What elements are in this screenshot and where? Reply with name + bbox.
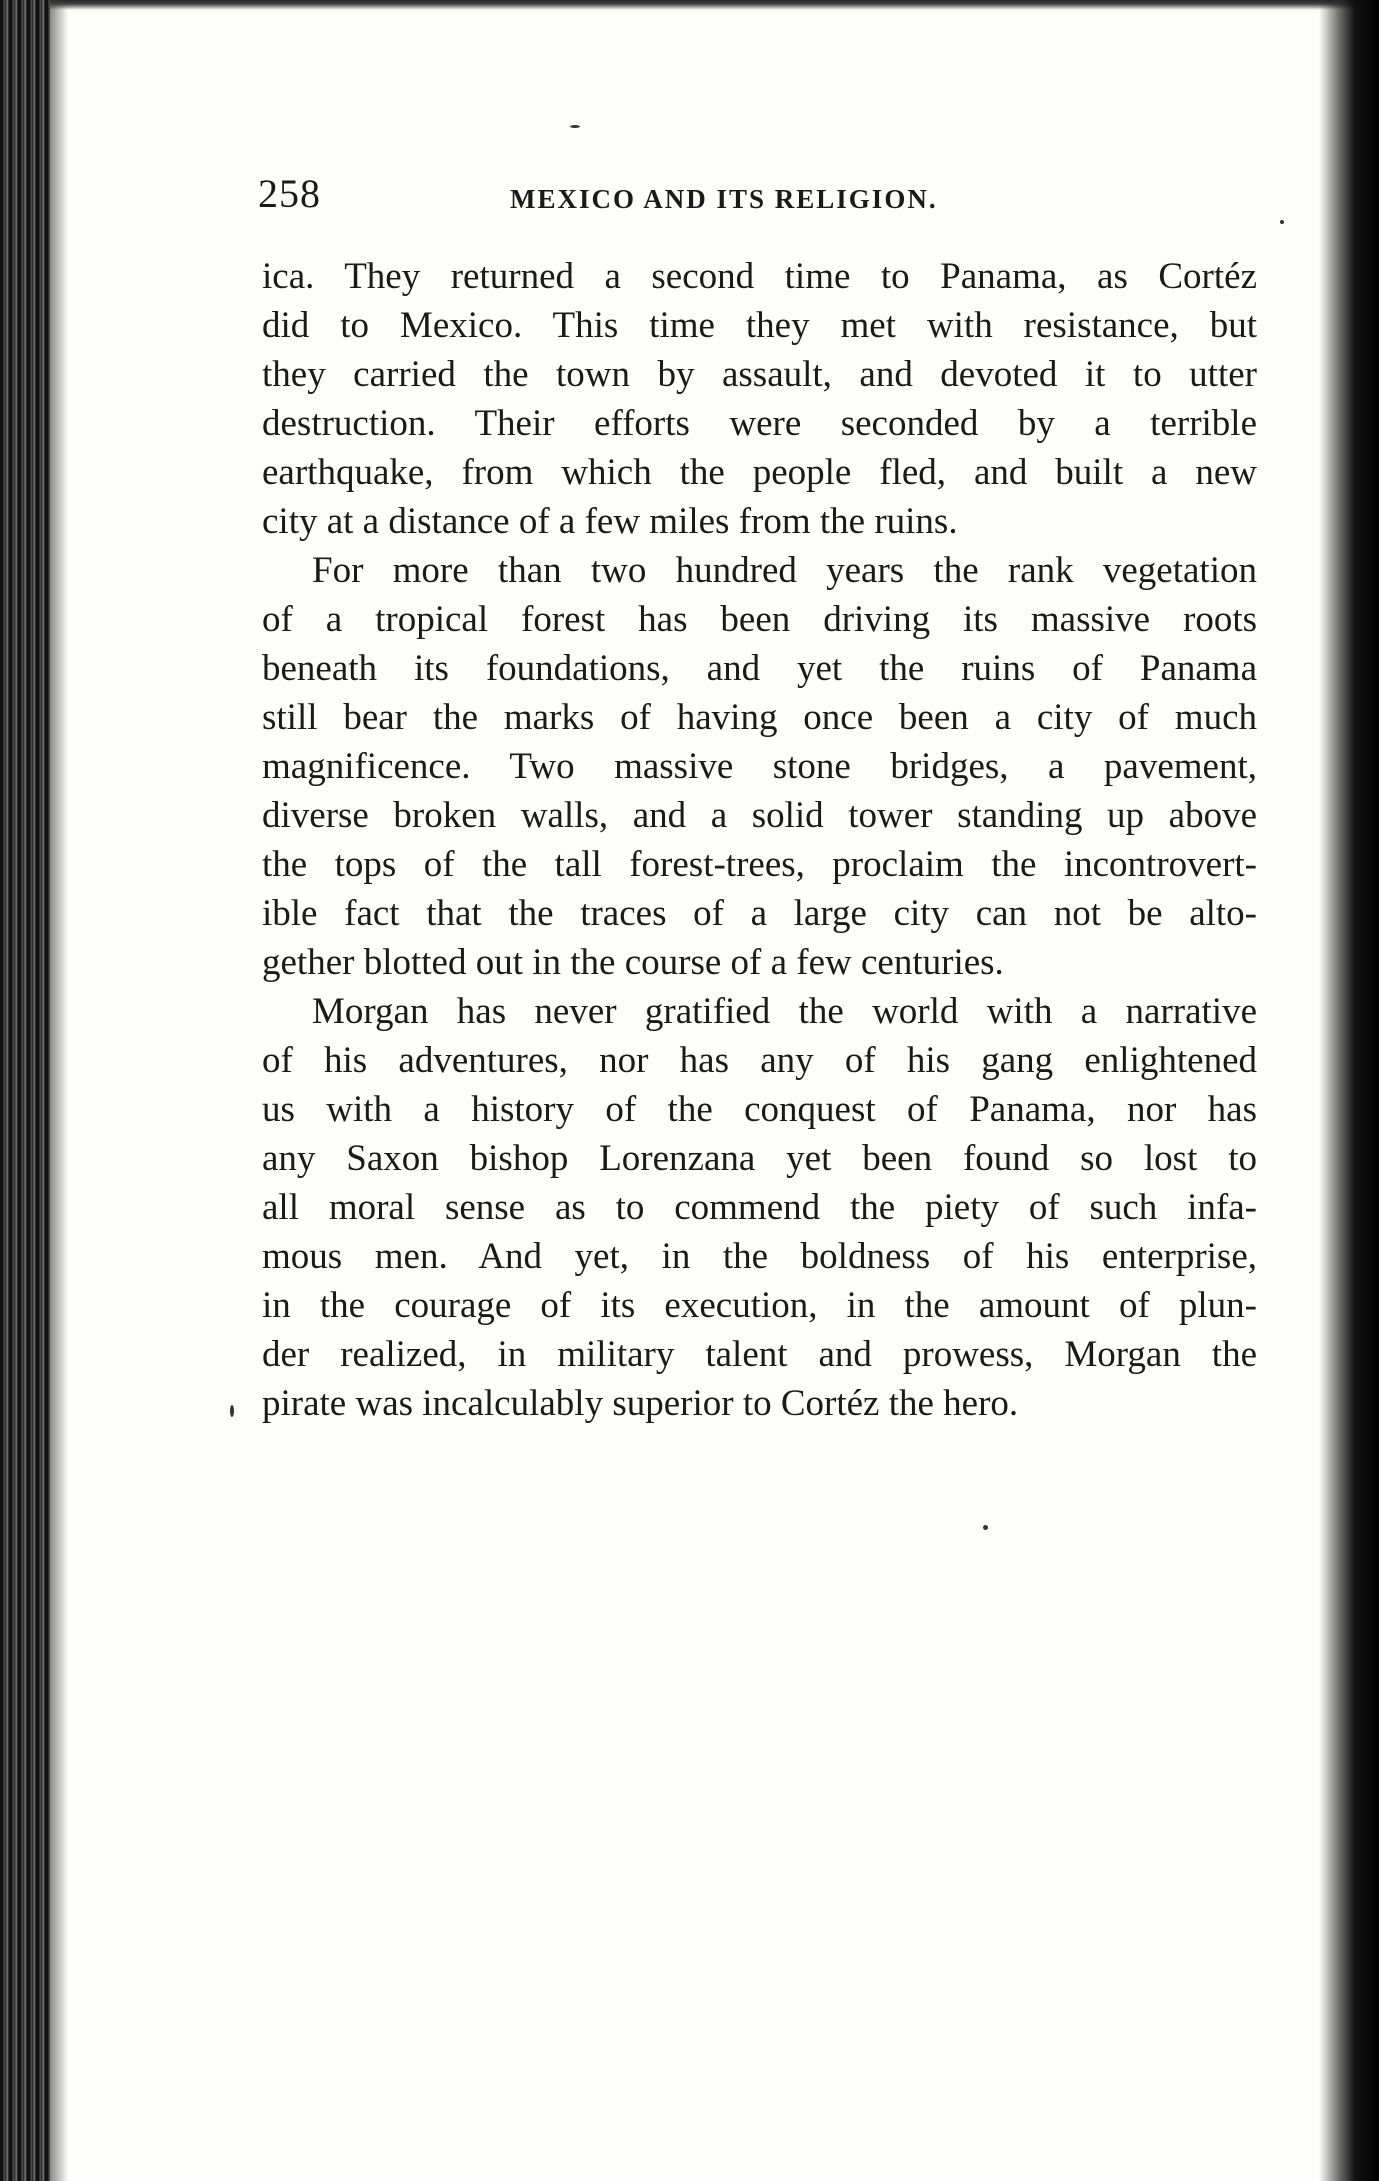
text-line: they carried the town by assault, and devoted it to utter (262, 354, 1257, 395)
text-line: still bear the marks of having once been a city of much (262, 697, 1257, 738)
text-line: city at a distance of a few miles from the ruins. (262, 501, 958, 542)
paragraph (262, 546, 1262, 987)
text-line: beneath its foundations, and yet the ruins of Panama (262, 648, 1257, 689)
text-line: diverse broken walls, and a solid tower standing up above (262, 795, 1257, 836)
text-line: of a tropical forest has been driving its massive roots (262, 599, 1257, 640)
paragraph (262, 252, 1262, 546)
page-number: 258 (258, 171, 321, 216)
text-line: the tops of the tall forest-trees, proclaim the incontrovert- (262, 844, 1257, 885)
text-line: For more than two hundred years the rank vegetation (312, 550, 1257, 591)
text-line: mous men. And yet, in the boldness of his enterprise, (262, 1236, 1257, 1277)
text-line: ible fact that the traces of a large city can not be alto- (262, 893, 1257, 934)
page-top-edge (0, 0, 1379, 10)
text-line: magnificence. Two massive stone bridges, a pavement, (262, 746, 1257, 787)
running-head-title: MEXICO AND ITS RELIGION. (510, 184, 938, 214)
print-speck (230, 1405, 234, 1417)
text-line: gether blotted out in the course of a few centuries. (262, 942, 1004, 983)
text-line: any Saxon bishop Lorenzana yet been found so lost to (262, 1138, 1257, 1179)
text-line: all moral sense as to commend the piety of such infa- (262, 1187, 1257, 1228)
binding-fade-left (50, 0, 68, 2181)
print-speck (983, 1525, 988, 1530)
print-speck (570, 125, 580, 128)
body-text (262, 252, 1262, 1428)
text-line: did to Mexico. This time they met with resistance, but (262, 305, 1257, 346)
text-line: destruction. Their efforts were seconded by a terrible (262, 403, 1257, 444)
running-head (258, 170, 1278, 230)
text-line: earthquake, from which the people fled, and built a new (262, 452, 1257, 493)
print-speck (1280, 220, 1284, 224)
text-line: pirate was incalculably superior to Cortéz the hero. (262, 1383, 1019, 1424)
page-edge-shadow-right (1319, 0, 1379, 2181)
text-line: us with a history of the conquest of Panama, nor has (262, 1089, 1257, 1130)
paragraph (262, 987, 1262, 1428)
text-line: in the courage of its execution, in the amount of plun- (262, 1285, 1257, 1326)
text-line: of his adventures, nor has any of his gang enlightened (262, 1040, 1257, 1081)
text-line: der realized, in military talent and prowess, Morgan the (262, 1334, 1257, 1375)
binding-shadow-left (0, 0, 50, 2181)
text-line: Morgan has never gratified the world with a narrative (312, 991, 1257, 1032)
text-line: ica. They returned a second time to Panama, as Cortéz (262, 256, 1257, 297)
